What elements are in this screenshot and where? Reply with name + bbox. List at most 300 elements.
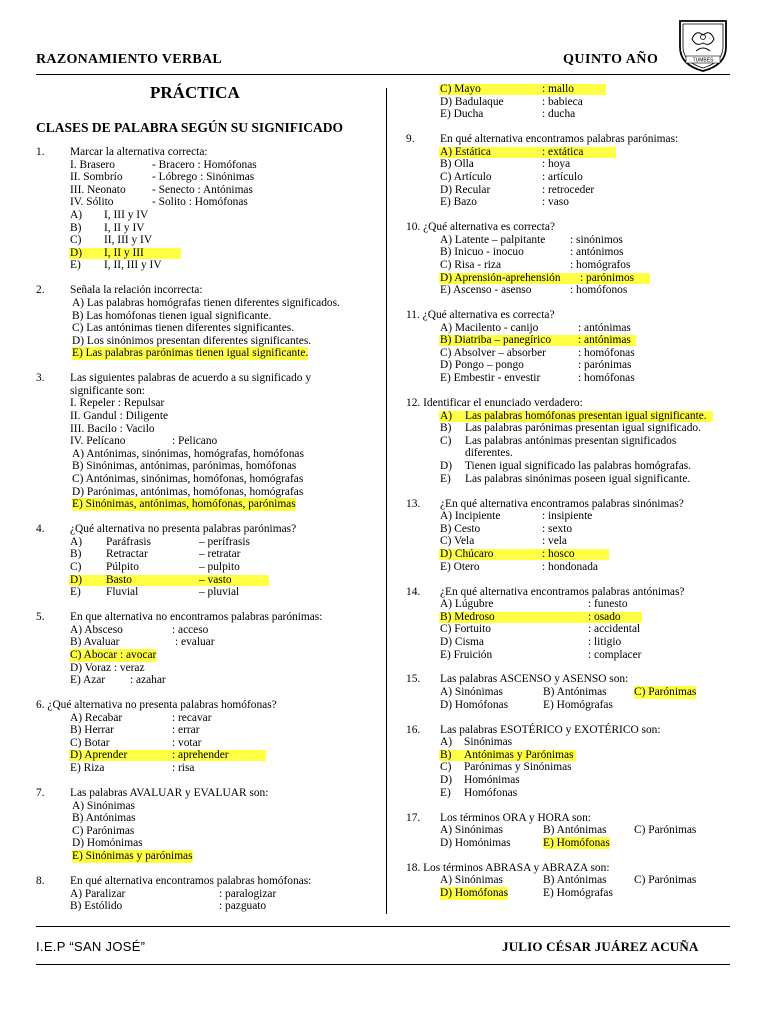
option-e: [406, 473, 732, 486]
option-word: A) Absceso: [70, 623, 123, 636]
option-word: B) Diatriba – panegírico: [440, 334, 552, 347]
item-row: [36, 410, 376, 423]
option-text: D) Los sinónimos presentan diferentes significantes.: [72, 334, 312, 347]
option-a-highlighted: [406, 146, 732, 159]
option-letter: D): [440, 460, 453, 472]
option-e: [36, 259, 376, 272]
option-b: [36, 812, 376, 825]
option-pair: : evaluar: [175, 636, 215, 649]
option-a: [36, 209, 376, 222]
option-word: A) Incipiente: [440, 510, 501, 523]
option-b: [36, 222, 376, 235]
column-divider: [386, 88, 387, 914]
option-a: [36, 712, 376, 725]
question-16: [406, 724, 732, 800]
option-word: E) Riza: [70, 762, 105, 775]
option-e: E) Homógrafas: [543, 698, 613, 711]
option-text: Las palabras homófonas presentan igual significante.: [465, 409, 707, 422]
option-c: [36, 322, 376, 335]
option-pair: – perífrasis: [199, 535, 250, 548]
option-c: [36, 234, 376, 247]
option-text: C) Parónimas: [72, 824, 135, 837]
question-stem: En que alternativa no encontramos palabras parónimas:: [70, 611, 323, 624]
option-text: C) Las antónimas tienen diferentes significantes.: [72, 322, 295, 335]
option-letter: D): [70, 573, 83, 586]
question-8: [36, 875, 376, 913]
option-d: [36, 486, 376, 499]
option-word: D) Pongo – pongo: [440, 359, 524, 372]
question-number: 15.: [406, 673, 421, 686]
option-c-highlighted: [406, 83, 732, 96]
question-number: 13.: [406, 497, 421, 510]
question-10: [406, 221, 732, 297]
page-header-right: QUINTO AÑO: [563, 52, 659, 67]
option-text: D) Voraz : veraz: [70, 661, 145, 674]
option-letter: B): [440, 422, 452, 435]
option-word: A) Lúgubre: [440, 598, 494, 611]
item-row: [36, 435, 376, 448]
question-stem: 6. ¿Qué alternativa no presenta palabras homófonas?: [36, 699, 277, 712]
item-row: [36, 397, 376, 410]
option-text: Tienen igual significado las palabras homógrafas.: [465, 460, 692, 472]
option-letter: E): [440, 786, 451, 799]
option-text: A) Sinónimas: [72, 799, 135, 812]
option-pair: : parónimas: [578, 359, 632, 372]
question-8-continued: [406, 83, 732, 121]
options-row: [406, 686, 732, 699]
option-text: I, III y IV: [104, 208, 149, 221]
option-text: II, III y IV: [104, 234, 153, 247]
option-word: Paráfrasis: [106, 535, 151, 548]
question-number: 4.: [36, 523, 45, 536]
question-number: 8.: [36, 875, 45, 888]
option-word: E) Ascenso - asenso: [440, 284, 532, 297]
option-a: [406, 234, 732, 247]
option-b: B) Antónimas: [543, 824, 607, 837]
option-e-highlighted: [36, 850, 376, 863]
option-a: [406, 510, 732, 523]
footer-bottom-rule: [36, 964, 730, 965]
header-rule: [36, 74, 730, 75]
option-c-continued: [406, 447, 732, 460]
option-word: Púlpito: [106, 560, 139, 573]
option-pair: – retratar: [199, 548, 241, 561]
option-b: [406, 158, 732, 171]
option-b-highlighted: [406, 611, 732, 624]
option-pair: : errar: [172, 724, 200, 737]
option-b: [406, 246, 732, 259]
question-13: [406, 498, 732, 574]
option-word: B) Cesto: [440, 522, 481, 535]
option-pair: – vasto: [199, 573, 232, 586]
option-text: diferentes.: [465, 447, 513, 460]
option-word: C) Fortuito: [440, 623, 491, 636]
option-text: A) Las palabras homógrafas tienen diferentes significados.: [72, 296, 340, 309]
question-1: [36, 146, 376, 272]
option-b: [36, 460, 376, 473]
option-word: D) Cisma: [440, 635, 484, 648]
option-d-highlighted: D) Homófonas: [440, 886, 509, 899]
option-word: C) Absolver – absorber: [440, 346, 546, 359]
option-pair: : antónimas: [578, 334, 631, 347]
option-a: [36, 800, 376, 813]
option-pair: : homófonas: [578, 372, 635, 385]
question-number: 7.: [36, 787, 45, 800]
option-text: Las palabras sinónimas poseen igual significante.: [465, 472, 691, 485]
option-word: E) Azar: [70, 674, 106, 687]
question-number: 2.: [36, 284, 45, 297]
option-word: C) Artículo: [440, 170, 492, 183]
option-word: E) Fruición: [440, 648, 493, 661]
right-column: [406, 83, 732, 912]
option-d-highlighted: [36, 574, 376, 587]
question-12: [406, 397, 732, 485]
option-text: E) Sinónimas, antónimas, homófonas, parónimas: [72, 498, 296, 511]
option-a: [36, 448, 376, 461]
option-text: Antónimas y Parónimas: [464, 748, 574, 761]
option-e: [406, 108, 732, 121]
option-word: C) Risa - riza: [440, 258, 502, 271]
option-word: B) Herrar: [70, 724, 114, 737]
option-pair: : mallo: [542, 83, 574, 95]
option-pair: : acceso: [172, 623, 209, 636]
question-number: 14.: [406, 585, 421, 598]
option-d: [406, 359, 732, 372]
question-stem-continued: significante son:: [70, 384, 145, 397]
option-word: C) Botar: [70, 736, 110, 749]
option-b: [36, 900, 376, 913]
option-text: Las palabras parónimas presentan igual significado.: [465, 422, 701, 435]
option-text: D) Parónimas, antónimas, homófonas, homógrafas: [72, 485, 304, 498]
option-a: [406, 322, 732, 335]
option-c: [406, 623, 732, 636]
question-18: [406, 862, 732, 900]
option-letter: A): [70, 208, 83, 221]
option-c: [406, 347, 732, 360]
option-c: [406, 259, 732, 272]
question-stem: 12. Identificar el enunciado verdadero:: [406, 397, 583, 410]
option-text: Homófonas: [464, 786, 518, 799]
option-c-highlighted: C) Parónimas: [634, 686, 697, 699]
option-b: B) Antónimas: [543, 686, 607, 699]
question-11: [406, 309, 732, 385]
footer-rule: [36, 926, 730, 927]
option-word: B) Avaluar: [70, 636, 120, 649]
option-c: [36, 825, 376, 838]
option-letter: B): [70, 221, 82, 234]
option-pair: : sexto: [542, 522, 573, 535]
option-pair: : homófonas: [578, 346, 635, 359]
item-pair: II. Gandul : Diligente: [70, 410, 169, 423]
option-d-highlighted: [36, 247, 376, 260]
item-word: I. Brasero: [70, 158, 115, 171]
option-word: D) Aprensión-aprehensión: [440, 271, 561, 284]
question-stem: ¿En qué alternativa encontramos palabras antónimas?: [440, 585, 685, 598]
option-pair: : antónimos: [570, 246, 624, 259]
option-d-highlighted: [36, 749, 376, 762]
option-e: [406, 787, 732, 800]
option-c: C) Parónimas: [634, 824, 697, 837]
option-word: A) Recabar: [70, 711, 123, 724]
question-stem: En qué alternativa encontramos palabras parónimas:: [440, 133, 679, 146]
option-text: I, II, III y IV: [104, 259, 162, 272]
question-number: 5.: [36, 611, 45, 624]
option-c: [406, 535, 732, 548]
option-pair: : vaso: [542, 196, 569, 209]
question-7: [36, 787, 376, 863]
option-a: A) Sinónimas: [440, 874, 503, 887]
option-letter: D): [70, 246, 83, 259]
question-stem: Marcar la alternativa correcta:: [70, 146, 208, 158]
option-text: I, II y III: [104, 246, 144, 259]
option-b: [36, 310, 376, 323]
option-pair: : babieca: [542, 95, 583, 108]
item-pair: I. Repeler : Repulsar: [70, 397, 165, 410]
option-b-highlighted: [406, 749, 732, 762]
option-pair: : recavar: [172, 711, 212, 724]
item-pair: - Lóbrego : Sinónimas: [152, 171, 255, 184]
option-word: C) Vela: [440, 535, 475, 548]
section-subtitle: CLASES DE PALABRA SEGÚN SU SIGNIFICADO: [36, 120, 343, 135]
option-a: [406, 736, 732, 749]
question-17: [406, 812, 732, 850]
option-pair: : hondonada: [542, 560, 598, 573]
question-stem: ¿En qué alternativa encontramos palabras sinónimas?: [440, 497, 684, 510]
option-e: [36, 762, 376, 775]
item-pair: III. Bacilo : Vacilo: [70, 422, 155, 435]
option-pair: : accidental: [588, 623, 641, 636]
option-word: A) Paralizar: [70, 887, 126, 900]
options-row: [406, 824, 732, 837]
option-word: D) Chúcaro: [440, 547, 494, 560]
option-pair: : aprehender: [172, 749, 229, 762]
options-row: [406, 887, 732, 900]
option-b: [406, 523, 732, 536]
option-d: [406, 96, 732, 109]
option-pair: : ducha: [542, 108, 576, 121]
option-pair: : homófonos: [570, 284, 628, 297]
option-letter: E): [70, 586, 81, 599]
option-letter: C): [440, 434, 452, 447]
options-row: [406, 699, 732, 712]
option-pair: : litigio: [588, 635, 622, 648]
question-number: 1.: [36, 146, 45, 158]
question-stem: Las palabras ASCENSO y ASENSO son:: [440, 673, 629, 686]
question-number: 3.: [36, 372, 45, 385]
option-e-highlighted: E) Homófonas: [543, 836, 610, 849]
option-letter: B): [70, 548, 82, 561]
question-stem: 11. ¿Qué alternativa es correcta?: [406, 309, 555, 322]
option-letter: A): [440, 409, 453, 422]
question-3: [36, 372, 376, 511]
option-e: E) Homógrafas: [543, 886, 613, 899]
option-text: C) Antónimas, sinónimas, homófonas, homógrafas: [72, 473, 304, 486]
option-letter: E): [70, 259, 81, 272]
option-letter: A): [440, 736, 453, 749]
option-pair: : pazguato: [219, 900, 267, 913]
item-pair: : Pelicano: [172, 435, 218, 448]
option-e: [406, 372, 732, 385]
option-text: Las palabras antónimas presentan significados: [465, 434, 677, 447]
options-row: [406, 874, 732, 887]
option-word: Fluvial: [106, 586, 139, 599]
question-number: 9.: [406, 133, 415, 146]
option-a: [36, 297, 376, 310]
option-pair: – pluvial: [199, 586, 240, 599]
option-text: E) Sinónimas y parónimas: [72, 850, 193, 863]
item-pair: - Senecto : Antónimas: [152, 183, 253, 196]
option-word: B) Inicuo - inocuo: [440, 246, 524, 259]
option-word: A) Macilento - canijo: [440, 321, 539, 334]
option-pair: : antónimas: [578, 321, 631, 334]
option-pair: : insipiente: [542, 510, 593, 523]
option-c: [406, 171, 732, 184]
item-row: [36, 171, 376, 184]
option-text: A) Antónimas, sinónimas, homógrafas, homófonas: [72, 447, 304, 460]
question-stem: Los términos ORA y HORA son:: [440, 811, 591, 824]
option-word: B) Medroso: [440, 610, 495, 623]
option-text: B) Antónimas: [72, 812, 136, 825]
option-b: [406, 422, 732, 435]
page-title: PRÁCTICA: [150, 83, 240, 102]
option-text: B) Sinónimas, antónimas, parónimas, homófonas: [72, 460, 297, 473]
option-pair: : vela: [542, 535, 567, 548]
option-e: [406, 284, 732, 297]
option-b-highlighted: [406, 334, 732, 347]
footer-author: JULIO CÉSAR JUÁREZ ACUÑA: [502, 939, 699, 954]
option-word: E) Ducha: [440, 108, 484, 121]
option-d: [36, 837, 376, 850]
option-pair: : homógrafos: [570, 258, 631, 271]
school-crest-logo: [676, 17, 730, 73]
option-c: C) Parónimas: [634, 874, 697, 887]
footer-school: I.E.P “SAN JOSÉ”: [36, 939, 146, 954]
option-pair: : osado: [588, 610, 621, 623]
question-stem: Las palabras ESOTÉRICO y EXOTÉRICO son:: [440, 723, 661, 736]
option-text: C) Abocar : avocar: [70, 648, 157, 661]
option-word: A) Latente – palpitante: [440, 233, 546, 246]
question-number: 17.: [406, 811, 421, 824]
option-text: B) Las homófonas tienen igual significante.: [72, 309, 272, 322]
option-word: E) Bazo: [440, 196, 478, 209]
question-number: 16.: [406, 723, 421, 736]
question-5: [36, 611, 376, 687]
option-pair: : retroceder: [542, 183, 595, 196]
option-letter: C): [70, 234, 82, 247]
option-e: [406, 649, 732, 662]
option-pair: : sinónimos: [570, 233, 623, 246]
option-pair: : hoya: [542, 158, 571, 171]
question-stem: En qué alternativa encontramos palabras homófonas:: [70, 875, 312, 888]
option-pair: : azahar: [130, 674, 166, 687]
option-word: D) Recular: [440, 183, 491, 196]
option-a: [406, 598, 732, 611]
question-stem: 10. ¿Qué alternativa es correcta?: [406, 221, 555, 234]
option-d: D) Homófonas: [440, 698, 509, 711]
option-pair: : complacer: [588, 648, 642, 661]
option-d: [406, 636, 732, 649]
option-a: [36, 536, 376, 549]
option-word: B) Estólido: [70, 900, 123, 913]
option-d: [406, 184, 732, 197]
option-pair: : risa: [172, 762, 195, 775]
question-14: [406, 586, 732, 662]
option-letter: C): [440, 761, 452, 774]
left-column: [36, 146, 376, 925]
option-pair: : funesto: [588, 598, 628, 611]
option-word: E) Embestir - envestir: [440, 372, 541, 385]
option-word: Basto: [106, 573, 132, 586]
option-c: [406, 761, 732, 774]
question-6: [36, 699, 376, 775]
question-stem: ¿Qué alternativa no presenta palabras parónimas?: [70, 523, 297, 536]
option-pair: : extática: [542, 145, 584, 158]
item-row: [36, 423, 376, 436]
option-d-highlighted: [406, 272, 732, 285]
option-b: B) Antónimas: [543, 874, 607, 887]
item-row: [36, 184, 376, 197]
option-pair: : artículo: [542, 170, 583, 183]
option-d: [36, 662, 376, 675]
item-row: [36, 159, 376, 172]
option-d: D) Homónimas: [440, 836, 511, 849]
option-e: [36, 586, 376, 599]
option-c: [36, 473, 376, 486]
option-text: E) Las palabras parónimas tienen igual significante.: [72, 347, 309, 360]
option-pair: : votar: [172, 736, 202, 749]
option-c-highlighted: [36, 649, 376, 662]
item-pair: - Bracero : Homófonas: [152, 158, 257, 171]
option-a: [36, 624, 376, 637]
option-b: [36, 636, 376, 649]
option-word: D) Badulaque: [440, 95, 504, 108]
option-letter: D): [440, 774, 453, 787]
option-e: [36, 674, 376, 687]
option-word: Retractar: [106, 548, 148, 561]
option-e-highlighted: [36, 498, 376, 511]
option-text: Parónimas y Sinónimas: [464, 761, 572, 774]
question-stem: Las palabras AVALUAR y EVALUAR son:: [70, 787, 269, 800]
option-pair: : paralogizar: [219, 887, 277, 900]
option-letter: A): [70, 535, 83, 548]
option-c: [36, 737, 376, 750]
option-letter: E): [440, 472, 451, 485]
item-word: IV. Pelícano: [70, 435, 126, 448]
question-2: [36, 284, 376, 360]
option-text: Sinónimas: [464, 736, 513, 749]
option-pair: – pulpito: [199, 560, 240, 573]
question-stem: Señala la relación incorrecta:: [70, 284, 203, 297]
option-word: D) Aprender: [70, 749, 128, 762]
option-text: D) Homónimas: [72, 837, 143, 850]
option-d: [406, 460, 732, 473]
option-a: A) Sinónimas: [440, 686, 503, 699]
option-text: Homónimas: [464, 774, 520, 787]
option-word: C) Mayo: [440, 83, 481, 95]
option-letter: C): [70, 560, 82, 573]
option-a-highlighted: [406, 410, 732, 423]
option-d-highlighted: [406, 548, 732, 561]
item-word: II. Sombrío: [70, 171, 123, 184]
option-word: A) Estática: [440, 145, 491, 158]
option-word: B) Olla: [440, 158, 474, 171]
question-stem: 18. Los términos ABRASA y ABRAZA son:: [406, 861, 610, 874]
item-pair: - Solito : Homófonas: [152, 196, 248, 209]
option-d: [406, 774, 732, 787]
option-c: [406, 435, 732, 448]
page-header-left: RAZONAMIENTO VERBAL: [36, 52, 223, 67]
option-letter: B): [440, 748, 452, 761]
